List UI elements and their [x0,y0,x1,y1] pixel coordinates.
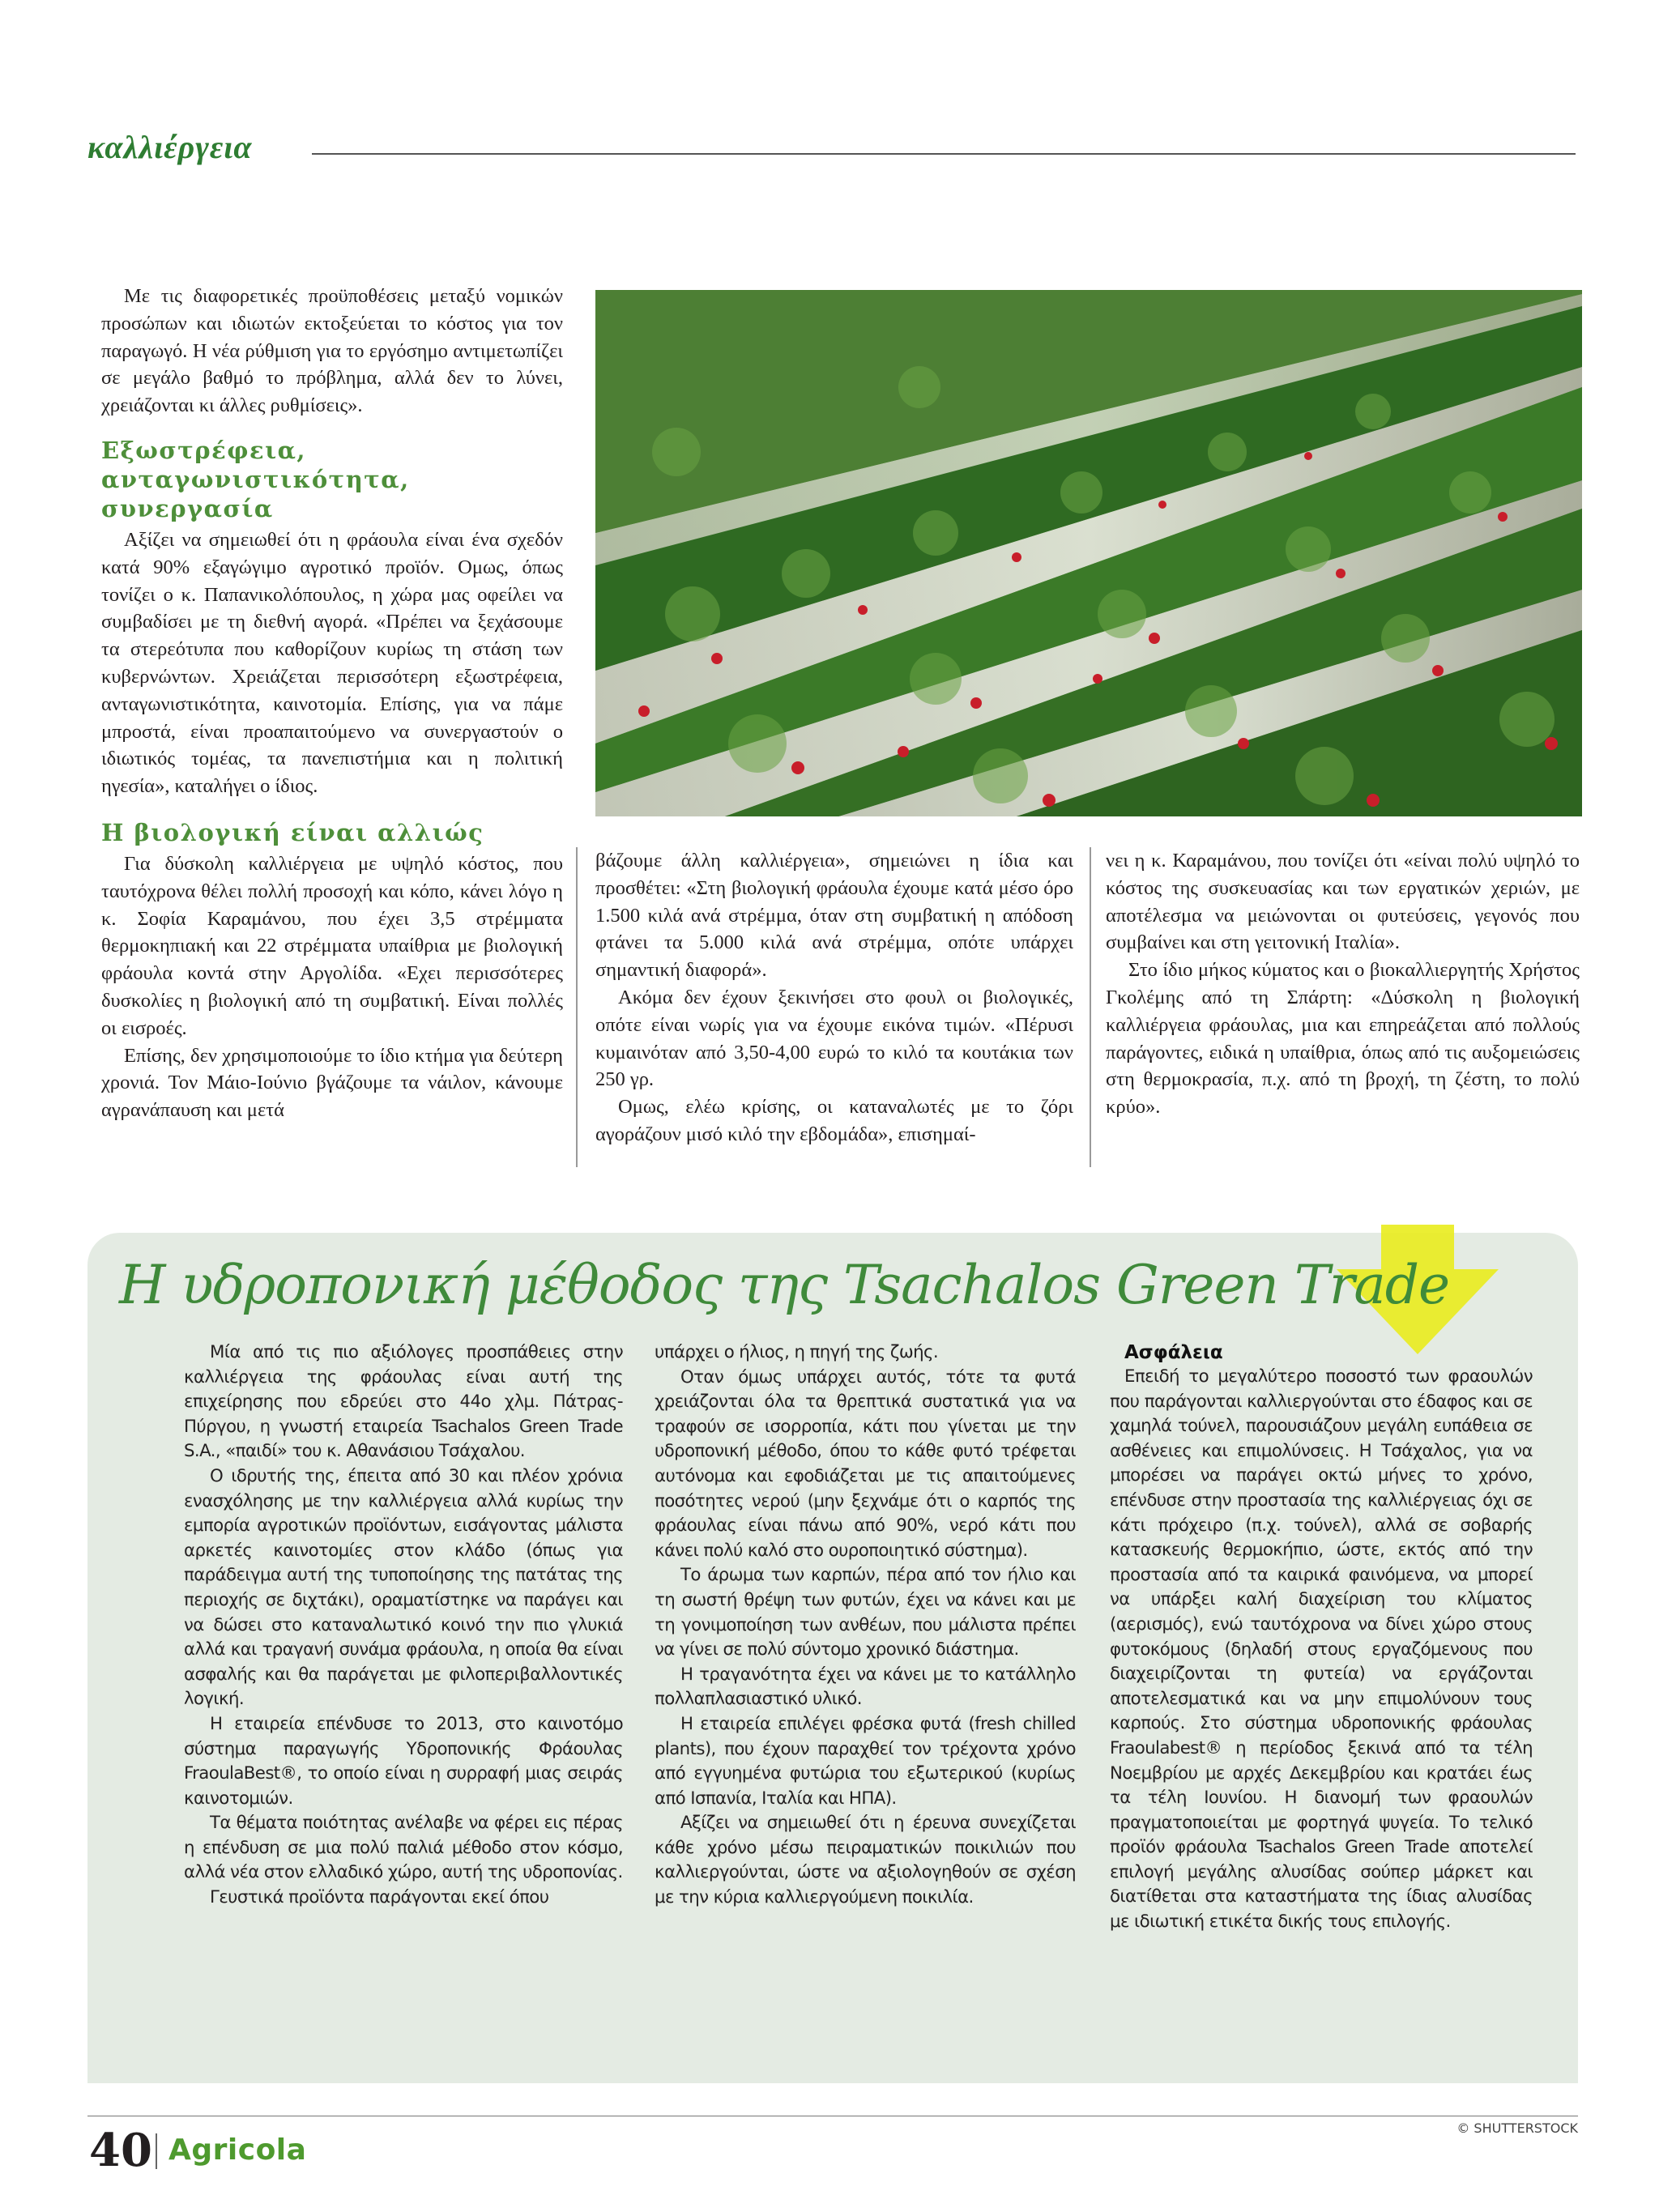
paragraph: Η εταιρεία επιλέγει φρέσκα φυτά (fresh chilled plants), που έχουν παραχθεί τον τρέχοντα χρόνο από εγγυημένα φυτώρια του εξωτερικού (κυρίως από Ισπανία, Ιταλία και ΗΠΑ). [655,1713,1076,1809]
header-rule [312,153,1576,155]
page-number: 40 [89,2124,152,2177]
paragraph: Γευστικά προϊόντα παράγονται εκεί όπου [210,1887,549,1908]
paragraph: Αξίζει να σημειωθεί ότι η φράουλα είναι ένα σχεδόν κατά 90% εξαγώγιμο αγροτικό προϊόν. Ομως, όπως τονίζει ο κ. Παπανικολόπουλος, η χώρα μας οφείλει να συμβαδίσει με τη διεθνή αγορά. «Πρέπει να ξεχάσουμε τα στερεότυπα που καθορίζουν κυρίως τη στάση των κυβερνώντων. Χρειάζεται περισσότερη εξωστρέφεια, ανταγωνιστικότητα, καινοτομία. Επίσης, για να πάμε μπροστά, είναι προαπαιτούμενο να συνεργαστούν ο ιδιωτικός τομέας, τα πανεπιστήμια και η πολιτική ηγεσία», καταλήγει ο ίδιος. [101,528,563,798]
column-divider [1090,847,1091,1167]
strawberry-field-photo [595,290,1582,816]
footer-separator [156,2133,157,2169]
feature-title: Η υδροπονική μέθοδος της Tsachalos Green Trade [119,1254,1450,1316]
paragraph: Ακόμα δεν έχουν ξεκινήσει στο φουλ οι βιολογικές, οπότε είναι νωρίς για να έχουμε εικόνα τιμών. «Πέρυσι κυμαινόταν από 3,50-4,00 ευρώ το κιλό τα κουτάκια των 250 γρ. [595,986,1073,1091]
feature-subheading-safety: Ασφάλεια [1124,1342,1223,1363]
column-divider [576,847,578,1167]
paragraph: Οταν όμως υπάρχει αυτός, τότε τα φυτά χρειάζονται όλα τα θρεπτικά συστατικά για να τραφούν σε ισορροπία, κάτι που γίνεται με την υδροπονική μέθοδο, όπου το κάθε φυτό τρέφεται αυτόνομα και εφοδιάζεται με τις απαιτούμενες ποσότητες νερού (μην ξεχνάμε ότι ο καρπός της φράουλας είναι πάνω από 90%, νερό κάτι που κάνει πολύ καλό στο ουροποιητικό σύστημα). [655,1366,1076,1561]
photo-credit: © SHUTTERSTOCK [1456,2120,1578,2136]
subheading-export: Εξωστρέφεια, ανταγωνιστικότητα, συνεργασία [101,436,410,522]
paragraph: νει η κ. Καραμάνου, που τονίζει ότι «είναι πολύ υψηλό το κόστος της συσκευασίας και των εργατικών χεριών, με αποτέλεσμα να μειώνονται οι φυτεύσεις, γεγονός που συμβαίνει και στη γειτονική Ιταλία». [1106,850,1580,954]
article-column-right [1106,847,1580,1121]
feature-column-3 [1110,1340,1533,1935]
paragraph: Τα θέματα ποιότητας ανέλαβε να φέρει εις πέρας η επένδυση σε μια πολύ παλιά μέθοδο στον κόσμο, αλλά νέα στον ελλαδικό χώρο, αυτή της υδροπονίας. [184,1813,623,1883]
paragraph: Στο ίδιο μήκος κύματος και ο βιοκαλλιεργητής Χρήστος Γκολέμης από τη Σπάρτη: «Δύσκολη η βιολογική καλλιέργεια φράουλας, μια και επηρεάζεται από πολλούς παράγοντες, ειδικά η υπαίθρια, όπως από τις αυξομειώσεις στη θερμοκρασία, π.χ. από τη βροχή, τη ζέστη, το πολύ κρύο». [1106,959,1580,1119]
paragraph: Αξίζει να σημειωθεί ότι η έρευνα συνεχίζεται κάθε χρόνο μέσω πειραματικών ποικιλιών που καλλιεργούνται, ώστε να αξιολογηθούν σε σχέση με την κύρια καλλιεργούμενη ποικιλία. [655,1813,1076,1908]
paragraph: Η τραγανότητα έχει να κάνει με το κατάλληλο πολλαπλασιαστικό υλικό. [655,1664,1076,1710]
paragraph: Επειδή το μεγαλύτερο ποσοστό των φραουλών που παράγονται καλλιεργούνται στο έδαφος και σε χαμηλά τούνελ, παρουσιάζουν μεγάλη ευπάθεια σε ασθένειες και επιμολύνσεις. Η Τσάχαλος, για να μπορέσει να παράγει οκτώ μήνες το χρόνο, επένδυσε στην προστασία της καλλιέργειας όχι σε κάτι πρόχειρο (π.χ. τούνελ), αλλά σε σοβαρής κατασκευής θερμοκήπιο, ώστε, εκτός από την προστασία από τα καιρικά φαινόμενα, να μπορεί να υπάρξει καλή διαχείριση του κλίματος (αερισμός), ενώ ταυτόχρονα να δίνει χώρο στους φυτοκόμους (δηλαδή στους εργαζόμενους που διαχειρίζονται τη φυτεία) να εργάζονται αποτελεσματικά και να μην επιμολύνουν τους καρπούς. Στο σύστημα υδροπονικής φράουλας Fraoulabest® η περίοδος ξεκινά από τα τέλη Νοεμβρίου με αρχές Δεκεμβρίου και κρατάει έως τα τέλη Ιουνίου. Η διανομή των φραουλών πραγματοποιείται με φορτηγά ψυγεία. Το τελικό προϊόν φράουλα Tsachalos Green Trade αποτελεί επιλογή μεγάλης αλυσίδας σούπερ μάρκετ και διατίθεται στα καταστήματα της ίδιας αλυσίδας με ιδιωτική ετικέτα δικής τους επιλογής. [1110,1366,1533,1933]
magazine-logo: Agricola [168,2133,307,2167]
paragraph: Μία από τις πιο αξιόλογες προσπάθειες στην καλλιέργεια της φράουλας είναι αυτή της επιχείρησης που εδρεύει στο 44ο χλμ. Πάτρας-Πύργου, η γνωστή εταιρεία Tsachalos Green Trade S.A., «παιδί» του κ. Αθανάσιου Τσάχαλου. [184,1342,623,1462]
paragraph: υπάρχει ο ήλιος, η πηγή της ζωής. [655,1342,939,1362]
section-label: καλλιέργεια [87,129,253,165]
feature-column-2 [655,1340,1076,1911]
article-column-middle [595,847,1073,1149]
paragraph: Η εταιρεία επένδυσε το 2013, στο καινοτόμο σύστημα παραγωγής Υδροπονικής Φράουλας FraoulaBest®, το οποίο είναι η συρραφή μιας σειράς καινοτομιών. [184,1713,623,1809]
paragraph: Για δύσκολη καλλιέργεια με υψηλό κόστος, που ταυτόχρονα θέλει πολλή προσοχή και κόπο, κάνει λόγο η κ. Σοφία Καραμάνου, που έχει 3,5 στρέμματα θερμοκηπιακή και 22 στρέμματα υπαίθρια με βιολογική φράουλα κοντά στην Αργολίδα. «Εχει περισσότερες δυσκολίες η βιολογική από τη συμβατική. Είναι πολλές οι εισροές. [101,852,563,1039]
article-column-left [101,283,563,1124]
paragraph: Το άρωμα των καρπών, πέρα από τον ήλιο και τη σωστή θρέψη των φυτών, έχει να κάνει και με τη γονιμοποίηση των ανθέων, που μάλιστα πρέπει να γίνει σε πολύ σύντομο χρονικό διάστημα. [655,1565,1076,1660]
subheading-organic: Η βιολογική είναι αλλιώς [101,818,484,846]
paragraph: βάζουμε άλλη καλλιέργεια», σημειώνει η ίδια και προσθέτει: «Στη βιολογική φράουλα έχουμε κατά μέσο όρο 1.500 κιλά ανά στρέμμα, όταν στη συμβατική η απόδοση φτάνει τα 5.000 κιλά ανά στρέμμα, οπότε υπάρχει σημαντική διαφορά». [595,850,1073,982]
paragraph: Επίσης, δεν χρησιμοποιούμε το ίδιο κτήμα για δεύτερη χρονιά. Τον Μάιο-Ιούνιο βγάζουμε τα νάιλον, κάνουμε αγρανάπαυση και μετά [101,1044,563,1122]
paragraph: Με τις διαφορετικές προϋποθέσεις μεταξύ νομικών προσώπων και ιδιωτών εκτοξεύεται το κόστος για τον παραγωγό. Η νέα ρύθμιση για το εργόσημο αντιμετωπίζει σε μεγάλο βαθμό το πρόβλημα, αλλά δεν το λύνει, χρειάζονται κι άλλες ρυθμίσεις». [101,285,563,417]
paragraph: Ομως, ελέω κρίσης, οι καταναλωτές με το ζόρι αγοράζουν μισό κιλό την εβδομάδα», επισημαί- [595,1096,1073,1145]
feature-column-1 [184,1340,623,1911]
paragraph: Ο ιδρυτής της, έπειτα από 30 και πλέον χρόνια ενασχόλησης με την καλλιέργεια αλλά κυρίως την εμπορία αγροτικών προϊόντων, εισάγοντας μάλιστα αρκετές καινοτομίες στον κλάδο (όπως για παράδειγμα αυτή της τυποποίησης της πατάτας της περιοχής σε διχτάκι), οραματίστηκε να παράγει και να δώσει στο καταναλωτικό κοινό την πιο γλυκιά αλλά και τραγανή συνάμα φράουλα, η οποία θα είναι ασφαλής και θα παράγεται με φιλοπεριβαλλοντικές λογική. [184,1465,623,1710]
